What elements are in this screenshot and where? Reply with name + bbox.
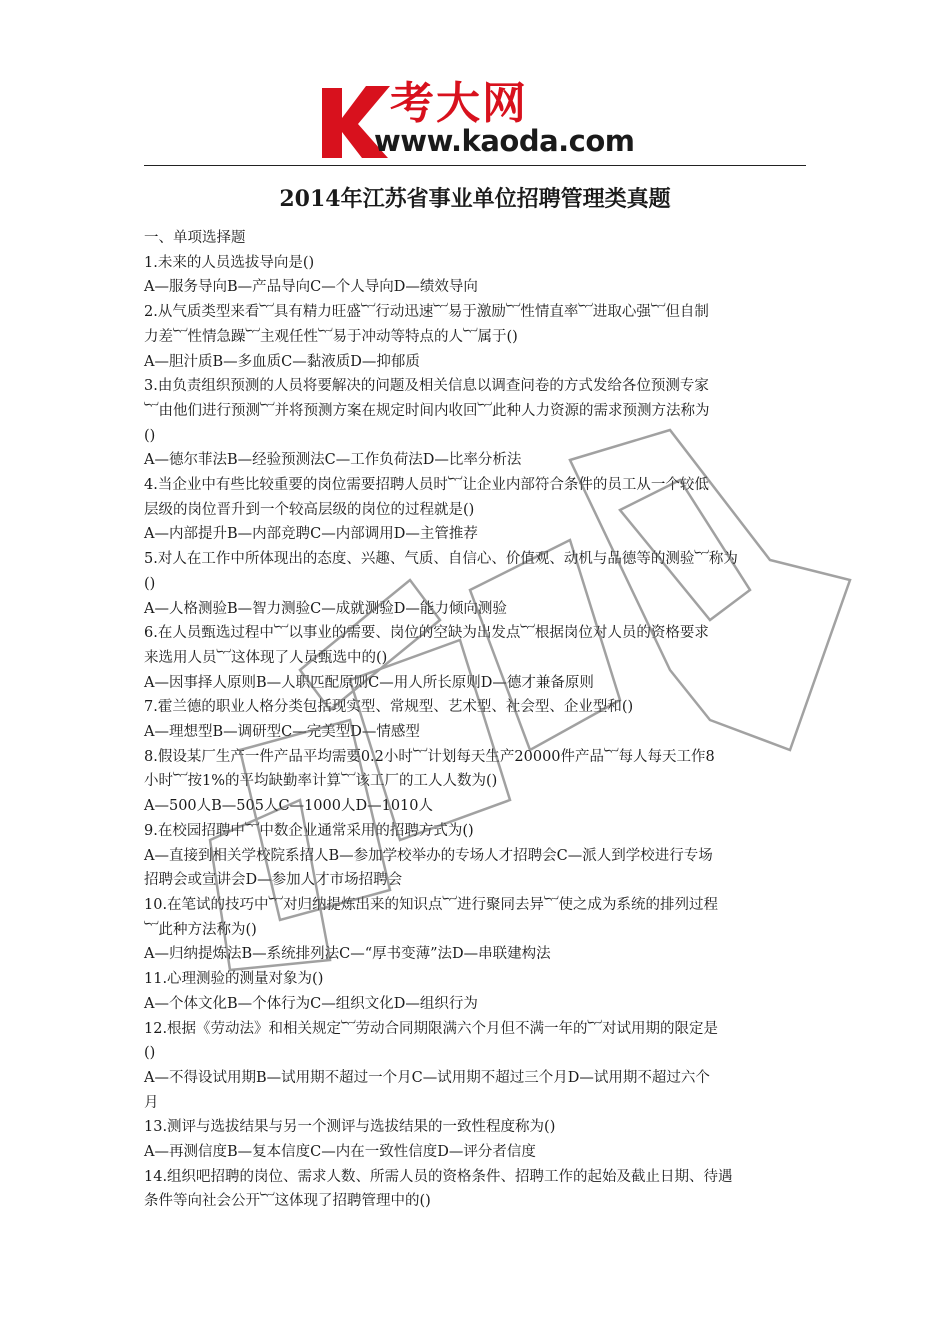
kaoda-logo[interactable] — [318, 80, 640, 162]
text-line: 小时︸按1%的平均缺勤率计算︸该工厂的工人人数为() — [144, 773, 498, 790]
header-divider — [144, 165, 806, 166]
text-line: A—再测信度B—复本信度C—内在一致性信度D—评分者信度 — [144, 1144, 536, 1161]
text-line: A—人格测验B—智力测验C—成就测验D—能力倾向测验 — [144, 600, 507, 617]
text-line: 6.在人员甄选过程中︸以事业的需要、岗位的空缺为出发点︸根据岗位对人员的资格要求 — [144, 625, 709, 642]
text-line: A—个体文化B—个体行为C—组织文化D—组织行为 — [144, 995, 478, 1012]
text-line: 7.霍兰德的职业人格分类包括现实型、常规型、艺术型、社会型、企业型和() — [144, 699, 634, 716]
text-line: A—德尔菲法B—经验预测法C—工作负荷法D—比率分析法 — [144, 452, 522, 469]
text-line: () — [144, 427, 156, 444]
question-list — [144, 226, 810, 1214]
text-line: 一、单项选择题 — [144, 230, 246, 246]
text-line: 力差︸性情急躁︸主观任性︸易于冲动等特点的人︸属于() — [144, 328, 518, 345]
text-line: 1.未来的人员选拔导向是() — [144, 254, 315, 271]
text-line: 8.假设某厂生产一件产品平均需要0.2小时︸计划每天生产20000件产品︸每人每天工作8 — [144, 748, 715, 765]
text-line: 10.在笔试的技巧中︸对归纳提炼出来的知识点︸进行聚同去异︸使之成为系统的排列过程 — [144, 896, 719, 913]
text-line: 月 — [144, 1094, 159, 1111]
text-line: () — [144, 575, 156, 592]
text-line: 14.组织吧招聘的岗位、需求人数、所需人员的资格条件、招聘工作的起始及截止日期、待遇 — [144, 1168, 733, 1185]
text-line: 招聘会或宣讲会D—参加人才市场招聘会 — [144, 872, 403, 889]
logo-url-text: www.kaoda.com — [374, 124, 635, 158]
text-line: A—胆汁质B—多血质C—黏液质D—抑郁质 — [144, 353, 420, 370]
text-line: 13.测评与选拔结果与另一个测评与选拔结果的一致性程度称为() — [144, 1119, 556, 1136]
text-line: A—直接到相关学校院系招人B—参加学校举办的专场人才招聘会C—派人到学校进行专场 — [144, 847, 713, 864]
text-line: 2.从气质类型来看︸具有精力旺盛︸行动迅速︸易于激励︸性情直率︸进取心强︸但自制 — [144, 304, 709, 321]
text-line: 层级的岗位晋升到一个较高层级的岗位的过程就是() — [144, 501, 475, 518]
text-line: A—归纳提炼法B—系统排列法C—“厚书变薄”法D—串联建构法 — [144, 946, 551, 963]
text-line: ︸此种方法称为() — [144, 921, 257, 938]
text-line: A—服务导向B—产品导向C—个人导向D—绩效导向 — [144, 279, 478, 296]
text-line: 9.在校园招聘中︸中数企业通常采用的招聘方式为() — [144, 822, 474, 839]
text-line: 5.对人在工作中所体现出的态度、兴趣、气质、自信心、价值观、动机与品德等的测验︸称为 — [144, 551, 738, 568]
text-line: 11.心理测验的测量对象为() — [144, 971, 324, 988]
text-line: 来选用人员︸这体现了人员甄选中的() — [144, 649, 388, 666]
text-line: 4.当企业中有些比较重要的岗位需要招聘人员时︸让企业内部符合条件的员工从一个较低 — [144, 477, 709, 494]
text-line: () — [144, 1045, 156, 1062]
text-line: A—500人B—505人C—1000人D—1010人 — [144, 798, 434, 815]
page-title: 2014年江苏省事业单位招聘管理类真题 — [279, 186, 671, 212]
text-line: ︸由他们进行预测︸并将预测方案在规定时间内收回︸此种人力资源的需求预测方法称为 — [144, 402, 710, 419]
text-line: A—不得设试用期B—试用期不超过一个月C—试用期不超过三个月D—试用期不超过六个 — [144, 1069, 710, 1086]
logo-brand-text: 考大网 — [390, 78, 528, 129]
text-line: A—理想型B—调研型C—完美型D—情感型 — [144, 724, 420, 741]
text-line: 12.根据《劳动法》和相关规定︸劳动合同期限满六个月但不满一年的︸对试用期的限定是 — [144, 1020, 719, 1037]
text-line: 条件等向社会公开︸这体现了招聘管理中的() — [144, 1193, 431, 1210]
text-line: A—因事择人原则B—人职匹配原则C—用人所长原则D—德才兼备原则 — [144, 674, 594, 691]
text-line: 3.由负责组织预测的人员将要解决的问题及相关信息以调查问卷的方式发给各位预测专家 — [144, 378, 709, 395]
text-line: A—内部提升B—内部竞聘C—内部调用D—主管推荐 — [144, 526, 478, 543]
